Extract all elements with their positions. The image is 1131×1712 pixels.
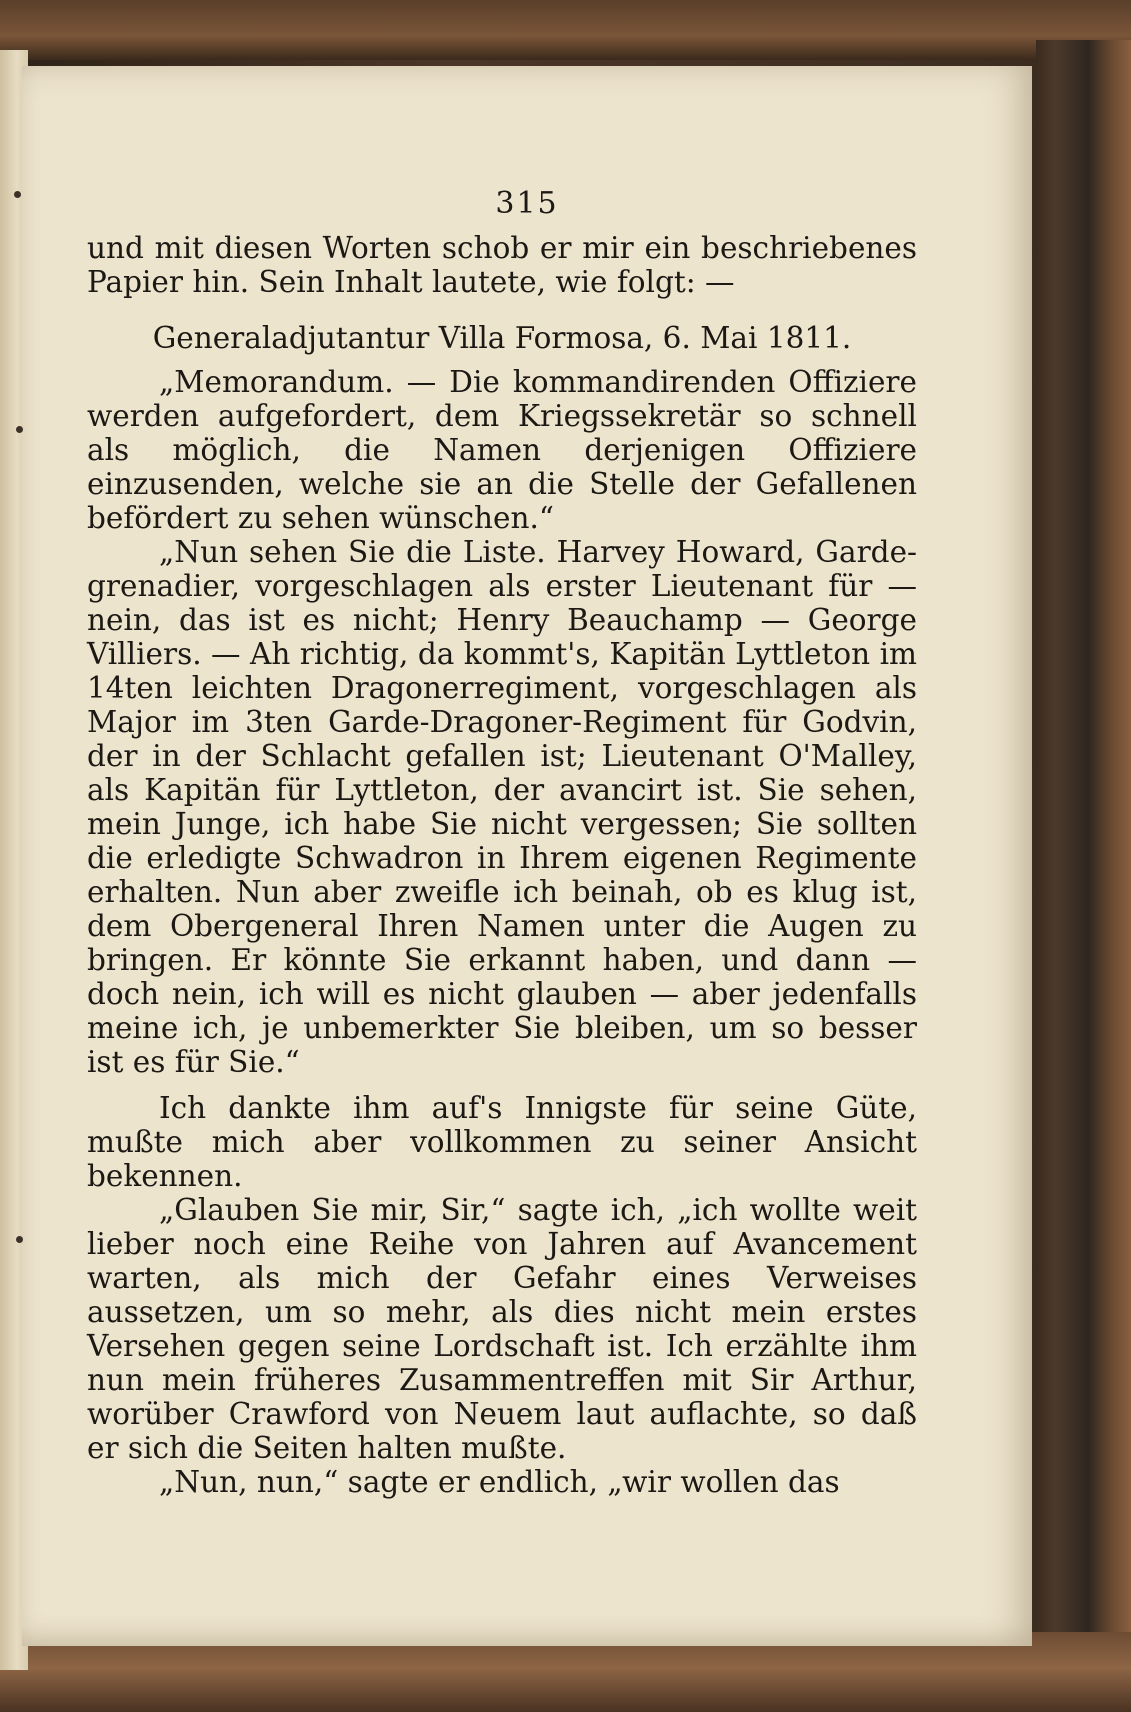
margin-mark [16,426,23,433]
paragraph: „Memorandum. — Die kommandirenden Offiziere werden aufgefordert, dem Kriegssekretär so schnell als möglich, die Namen derjenigen Offiziere einzusenden, welche sie an die Stelle der Gefallenen befördert zu sehen wünschen.“ [87,365,917,535]
memo-heading: Generaladjutantur Villa Formosa, 6. Mai 1811. [152,321,852,355]
book-cover-right [1036,40,1131,1690]
paragraph: Ich dankte ihm auf's Innigste für seine Güte, mußte mich aber vollkommen zu seiner Ansicht bekennen. [87,1091,917,1193]
paragraph: „Glauben Sie mir, Sir,“ sagte ich, „ich wollte weit lieber noch eine Reihe von Jahren auf Avancement warten, als mich der Gefahr eines Verweises aussetzen, um so mehr, als dies nicht mein erstes Versehen gegen seine Lordschaft ist. Ich erzählte ihm nun mein früheres Zusammentreffen mit Sir Arthur, worüber Crawford von Neuem laut auflachte, so daß er sich die Seiten halten mußte. [87,1193,917,1465]
paragraph: „Nun sehen Sie die Liste. Harvey Howard, Garde-grenadier, vorgeschlagen als erster Lieutenant für — nein, das ist es nicht; Henry Beauchamp — George Villiers. — Ah richtig, da kommt's, Kapitän Lyttleton im 14ten leichten Dragonerregiment, vorgeschlagen als Major im 3ten Garde-Dragoner-Regiment für Godvin, der in der Schlacht gefallen ist; Lieutenant O'Malley, als Kapitän für Lyttleton, der avancirt ist. Sie sehen, mein Junge, ich habe Sie nicht vergessen; Sie sollten die erledigte Schwadron in Ihrem eigenen Regimente erhalten. Nun aber zweifle ich beinah, ob es klug ist, dem Obergeneral Ihren Namen unter die Augen zu bringen. Er könnte Sie erkannt haben, und dann — doch nein, ich will es nicht glauben — aber jedenfalls meine ich, je unbemerkter Sie bleiben, um so besser ist es für Sie.“ [87,535,917,1079]
book-page [22,66,1032,1646]
margin-mark [14,191,21,198]
page-number: 315 [495,186,559,221]
book-cover-top [0,0,1131,60]
paragraph: „Nun, nun,“ sagte er endlich, „wir wollen das [159,1465,840,1499]
margin-mark [16,1236,23,1243]
page-text [87,231,917,1499]
paragraph: und mit diesen Worten schob er mir ein beschriebenes Papier hin. Sein Inhalt lautete, wie folgt: — [87,231,917,299]
